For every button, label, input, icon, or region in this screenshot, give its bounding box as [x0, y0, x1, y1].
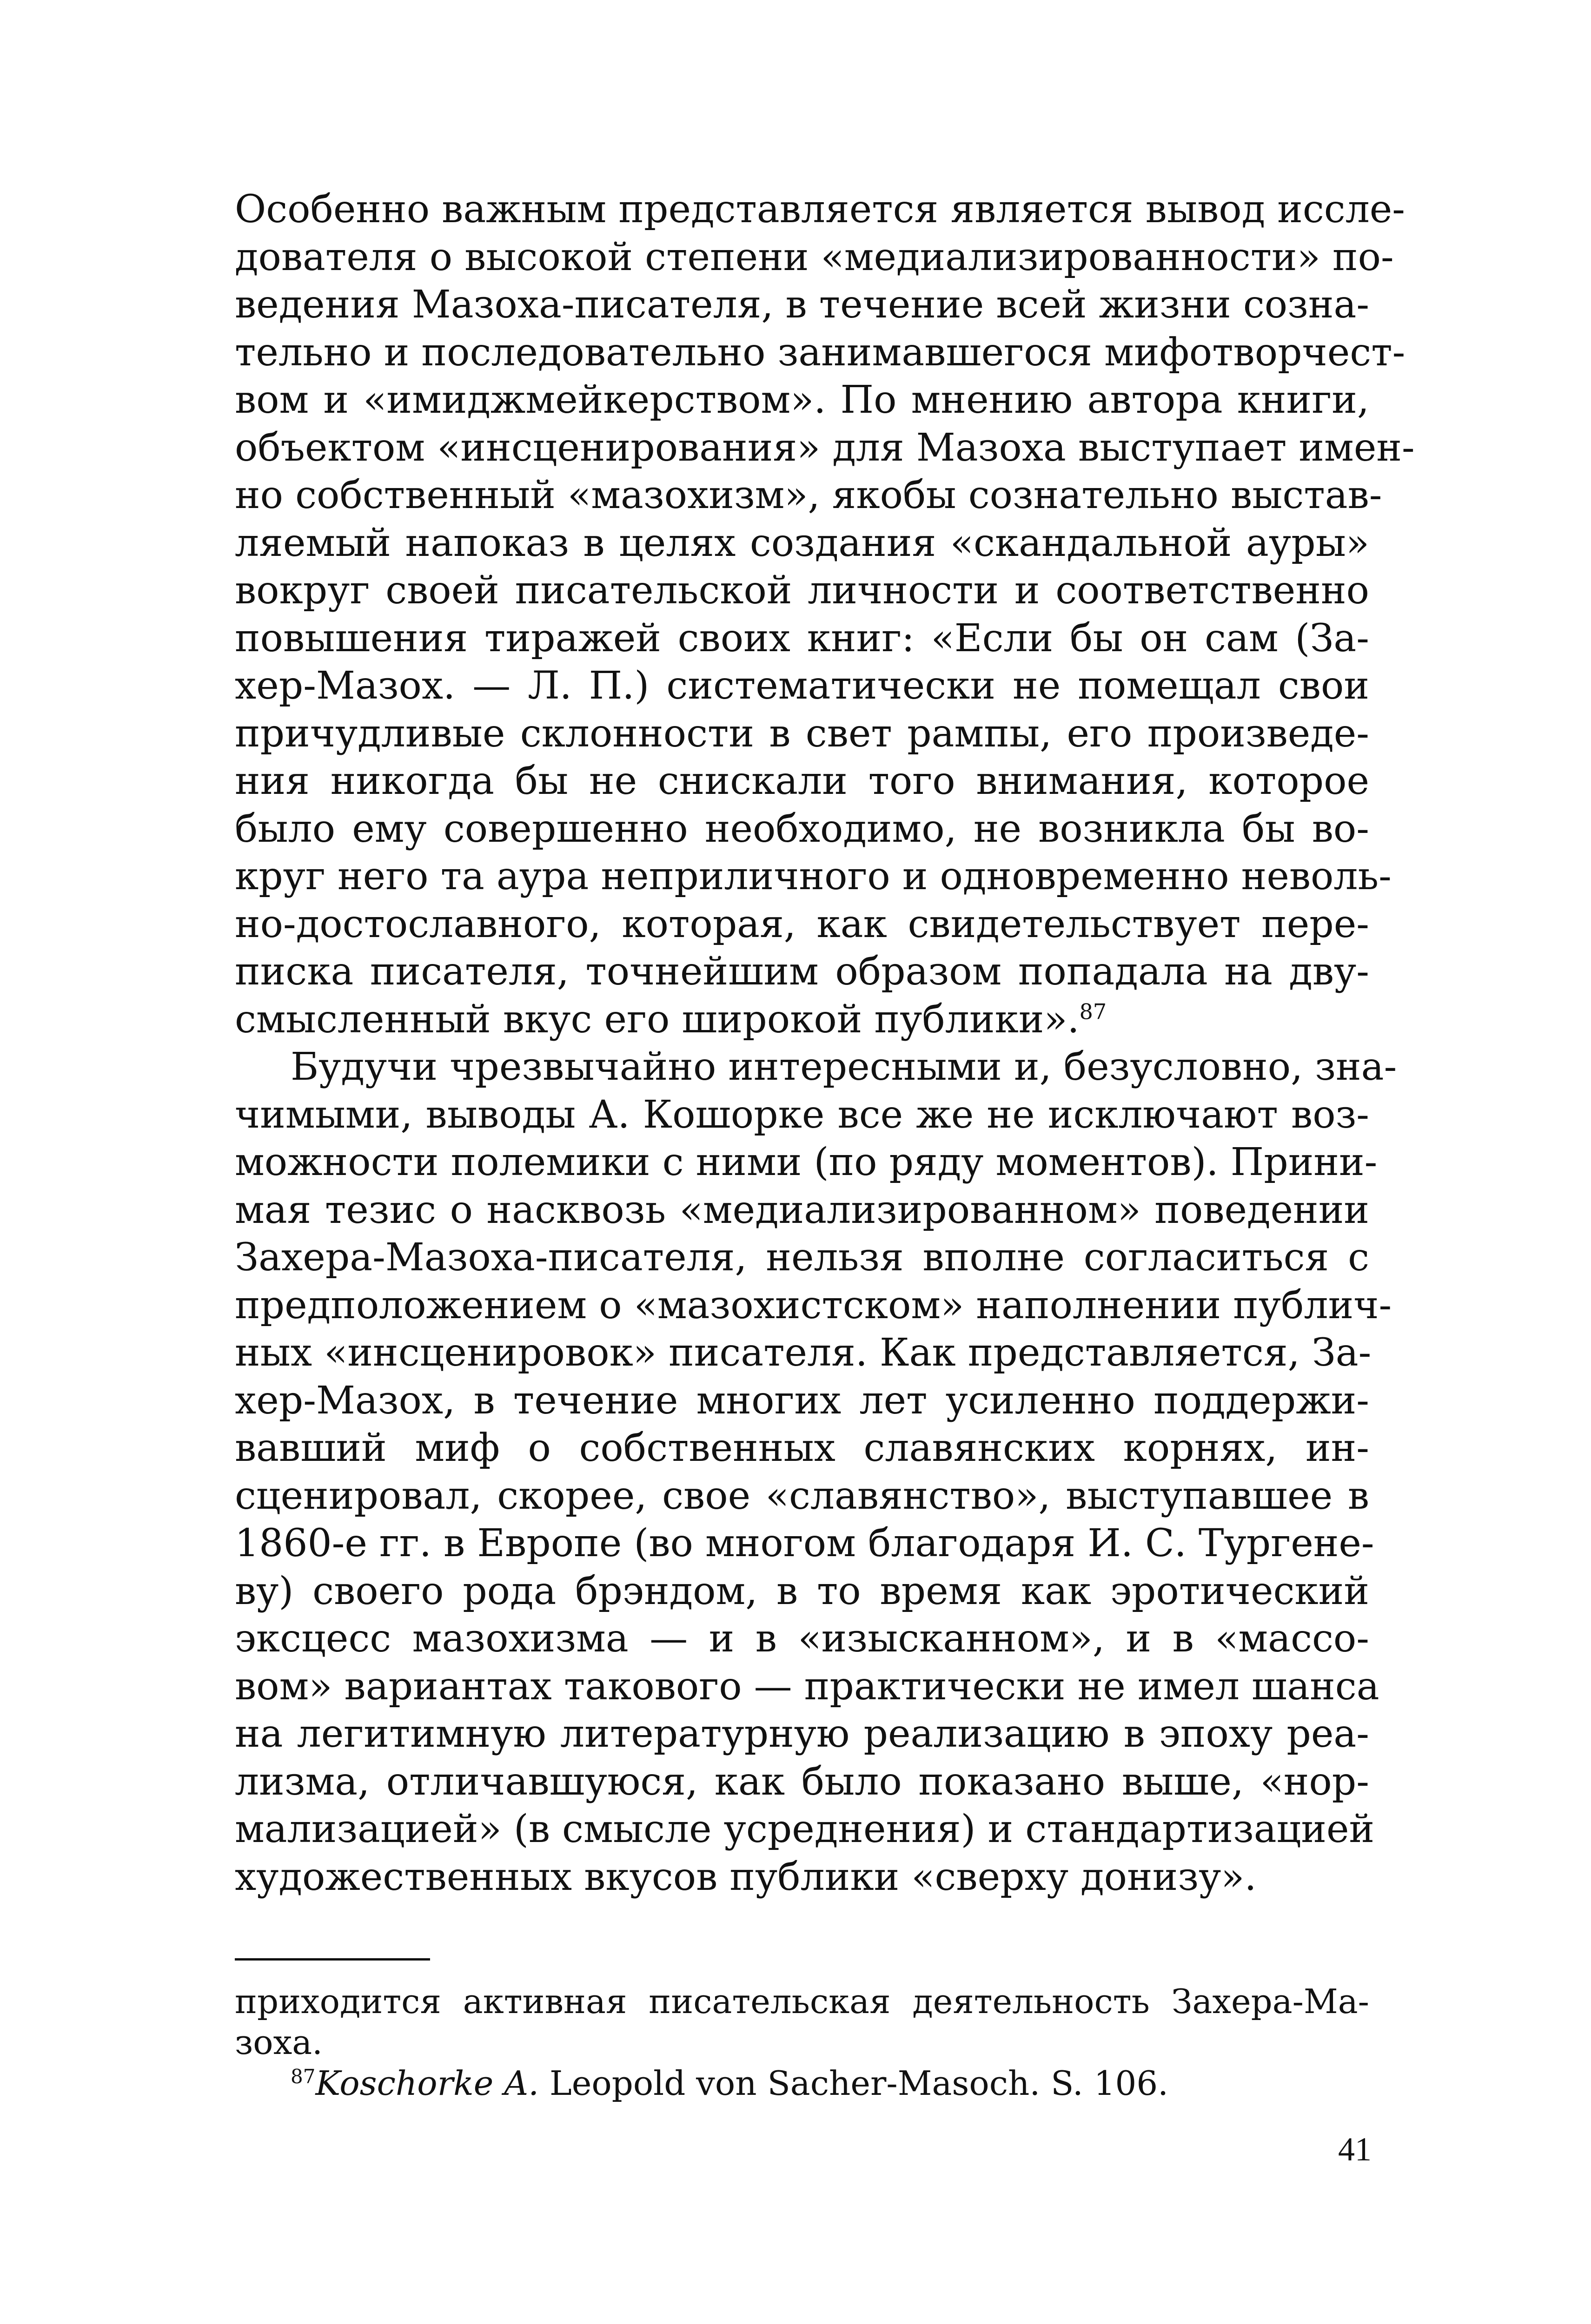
text-line: объектом «инсценирования» для Мазоха выступает имен-: [235, 425, 1415, 470]
text-line: мализацией» (в смысле усреднения) и стандартизацией: [235, 1807, 1375, 1851]
text-line: Особенно важным представляется является вывод иссле-: [235, 187, 1405, 231]
text-line: вокруг своей писательской личности и соответственно: [235, 568, 1369, 613]
text-line: но-достославного, которая, как свидетельствует пере-: [235, 902, 1369, 946]
text-line: но собственный «мазохизм», якобы сознательно выстав-: [235, 473, 1382, 517]
text-line: мая тезис о насквозь «медиализированном» поведении: [235, 1188, 1369, 1232]
footnote-reference[interactable]: 87: [1079, 999, 1107, 1024]
text-line: хер-Мазох, в течение многих лет усиленно поддержи-: [235, 1378, 1369, 1423]
text-line: вом и «имиджмейкерством». По мнению автора книги,: [235, 378, 1369, 422]
paragraph-1: [235, 186, 1415, 1043]
page-number: 41: [1338, 2131, 1372, 2168]
footnote-continuation-line: приходится активная писательская деятельность Захера-Ма-: [235, 1982, 1369, 2021]
footnote-source: Leopold von Sacher-Masoch. S. 106.: [539, 2064, 1169, 2103]
text-line: ных «инсценировок» писателя. Как представляется, За-: [235, 1331, 1372, 1375]
text-line: повышения тиражей своих книг: «Если бы он сам (За-: [235, 616, 1369, 660]
text-line: хер-Мазох. — Л. П.) систематически не помещал свои: [235, 664, 1369, 708]
footnote-number: 87: [291, 2065, 316, 2088]
text-line: предположением о «мазохистском» наполнении публич-: [235, 1283, 1392, 1327]
text-line: причудливые склонности в свет рампы, его произведе-: [235, 711, 1369, 756]
paragraph-2: [235, 1043, 1397, 1901]
footnote-author: Koschorke A.: [315, 2064, 539, 2103]
text-line: круг него та аура неприличного и одновременно неволь-: [235, 854, 1392, 898]
text-line-content: смысленный вкус его широкой публики».: [235, 997, 1080, 1042]
text-line: ляемый напоказ в целях создания «скандальной ауры»: [235, 521, 1369, 565]
text-line: сценировал, скорее, свое «славянство», выступавшее в: [235, 1473, 1369, 1518]
text-line-indented: Будучи чрезвычайно интересными и, безусловно, зна-: [291, 1045, 1397, 1089]
text-line: дователя о высокой степени «медиализированности» по-: [235, 235, 1394, 279]
text-line: вавший миф о собственных славянских корнях, ин-: [235, 1426, 1369, 1470]
text-line: тельно и последовательно занимавшегося мифотворчест-: [235, 330, 1405, 375]
text-line-last: художественных вкусов публики «сверху донизу».: [235, 1855, 1257, 1899]
text-line: ведения Мазоха-писателя, в течение всей жизни созна-: [235, 283, 1370, 327]
text-line: 1860-е гг. в Европе (во многом благодаря И. С. Тургене-: [235, 1521, 1374, 1565]
text-line: можности полемики с ними (по ряду моментов). Прини-: [235, 1140, 1378, 1184]
text-line: чимыми, выводы А. Кошорке все же не исключают воз-: [235, 1092, 1369, 1137]
text-line: ния никогда бы не снискали того внимания, которое: [235, 759, 1369, 803]
text-line: ву) своего рода брэндом, в то время как эротический: [235, 1569, 1369, 1613]
footnote-separator: [235, 1958, 430, 1961]
footnote-87: [235, 2063, 1369, 2104]
footnote-continuation-line: зоха.: [235, 2023, 323, 2062]
text-line: вом» вариантах такового — практически не имел шанса: [235, 1664, 1379, 1709]
text-line: лизма, отличавшуюся, как было показано выше, «нор-: [235, 1759, 1369, 1804]
main-text: [235, 186, 1415, 1901]
text-line: писка писателя, точнейшим образом попадала на дву-: [235, 950, 1369, 994]
text-line-last: [235, 996, 1369, 1044]
text-line: Захера-Мазоха-писателя, нельзя вполне согласиться с: [235, 1235, 1369, 1280]
footnotes: [235, 1981, 1369, 2104]
text-line: эксцесс мазохизма — и в «изысканном», и в «массо-: [235, 1617, 1369, 1661]
text-line: на легитимную литературную реализацию в эпоху реа-: [235, 1712, 1369, 1756]
text-line: было ему совершенно необходимо, не возникла бы во-: [235, 806, 1369, 851]
